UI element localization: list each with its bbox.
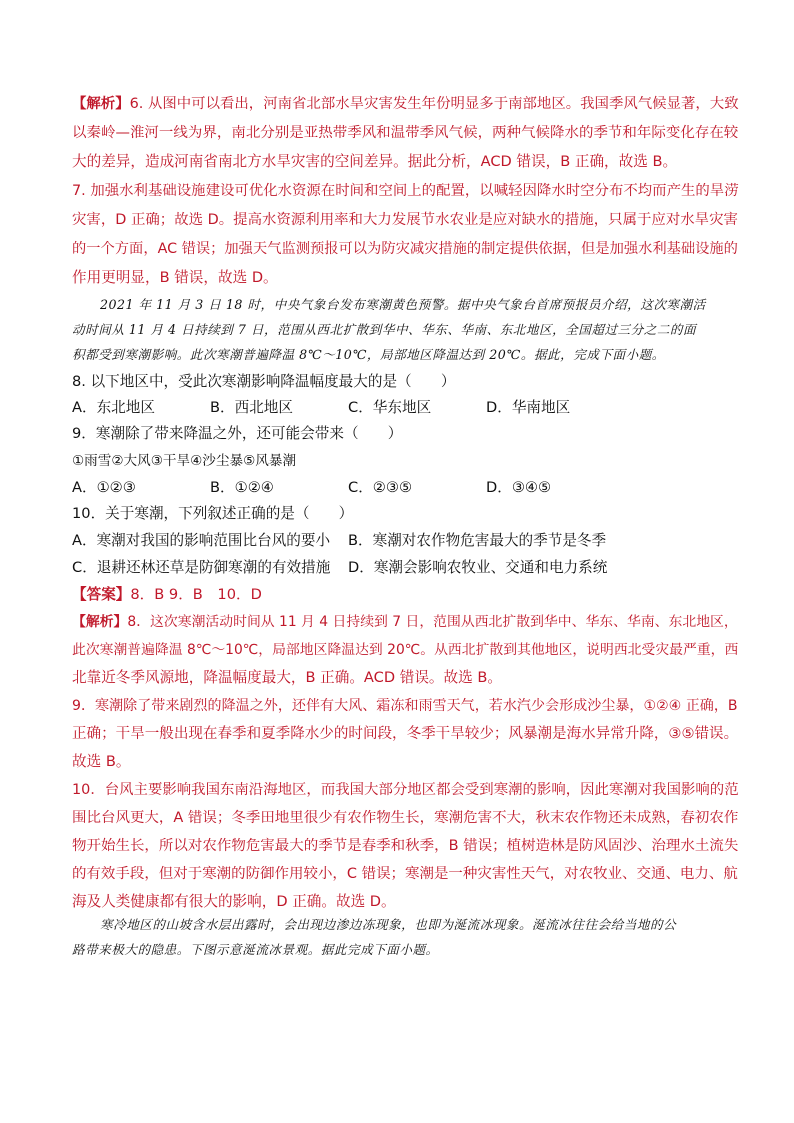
analysis-q7-line-1: 7. 加强水利基础设施建设可优化水资源在时间和空间上的配置，以喊轻因降水时空分布不均而产生的旱涝 [72,183,739,199]
analysis-q9-line-2: 正确；干旱一般出现在春季和夏季降水少的时间段，冬季干旱较少；风暴潮是海水异常升降，③⑤错误。 [72,725,739,742]
analysis-q6-line-3: 大的差异，造成河南省南北方水旱灾害的空间差异。据此分析，ACD 错误，B 正确，故选 B。 [72,153,678,170]
analysis-q6-line-1: 【解析】6. 从图中可以看出，河南省北部水旱灾害发生年份明显多于南部地区。我国季风气候显著，大致 [72,96,739,112]
analysis-q10-line-1: 10．台风主要影响我国东南沿海地区，而我国大部分地区都会受到寒潮的影响，因此寒潮对我国影响的范 [72,782,739,798]
analysis-q8-line-2: 此次寒潮普遍降温 8℃～10℃，局部地区降温达到 20℃。从西北扩散到其他地区，说明西北受灾最严重，西 [72,642,739,658]
question-9-option-d: D．③④⑤ [486,479,552,496]
question-10-stem: 10．关于寒潮，下列叙述正确的是（ ） [72,505,354,522]
answer-tag: 【答案】 [72,586,131,603]
question-8-option-b: B．西北地区 [210,399,293,416]
passage-cold-wave-line-1: 2021 年 11 月 3 日 18 时，中央气象台发布寒潮黄色预警。据中央气象台首席预报员介绍，这次寒潮活 [100,297,706,312]
passage-cold-wave-line-2: 动时间从 11 月 4 日持续到 7 日，范围从西北扩散到华中、华东、华南、东北地区，全国超过三分之二的面 [72,322,697,337]
analysis-q10-line-2: 围比台风更大，A 错误；冬季田地里很少有农作物生长，寒潮危害不大，秋末农作物还未成熟，春初农作 [72,810,739,826]
question-10-option-b: B．寒潮对农作物危害最大的季节是冬季 [348,532,607,549]
analysis-q6-line-2: 以秦岭—淮河一线为界，南北分别是亚热带季风和温带季风气候，两种气候降水的季节和年际变化存在较 [72,125,739,141]
question-9-stem: 9．寒潮除了带来降温之外，还可能会带来（ ） [72,425,403,442]
question-10-option-c: C．退耕还林还草是防御寒潮的有效措施 [72,559,331,576]
analysis-q8-line-3: 北靠近冬季风源地，降温幅度最大，B 正确。ACD 错误。故选 B。 [72,669,502,686]
question-8-option-d: D．华南地区 [486,399,571,416]
analysis-q10-line-3: 物开始生长，所以对农作物危害最大的季节是春季和秋季，B 错误；植树造林是防风固沙、治理水土流失 [72,838,739,854]
question-10-option-d: D．寒潮会影响农牧业、交通和电力系统 [348,559,608,576]
question-9-option-a: A．①②③ [72,479,136,496]
question-10-option-a: A．寒潮对我国的影响范围比台风的要小 [72,532,331,549]
question-8-option-a: A．东北地区 [72,399,155,416]
analysis-q9-line-1: 9．寒潮除了带来剧烈的降温之外，还伴有大风、霜冻和雨雪天气，若水汽少会形成沙尘暴，①②④ 正确，B [72,698,738,714]
question-8-stem: 8. 以下地区中，受此次寒潮影响降温幅度最大的是（ ） [72,373,456,390]
passage-icing-line-1: 寒冷地区的山坡含水层出露时，会出现边渗边冻现象，也即为涎流冰现象。涎流冰往往会给当地的公 [100,917,677,932]
analysis-q10-line-5: 海及人类健康都有很大的影响，D 正确。故选 D。 [72,893,396,910]
analysis-q8-line-1: 【解析】8．这次寒潮活动时间从 11 月 4 日持续到 7 日，范围从西北扩散到华中、华东、华南、东北地区， [72,614,738,630]
analysis-q7-line-2: 灾害，D 正确；故选 D。提高水资源利用率和大力发展节水农业是应对缺水的措施，只属于应对水旱灾害 [72,212,738,228]
passage-icing-line-2: 路带来极大的隐患。下图示意涎流冰景观。据此完成下面小题。 [72,942,439,957]
analysis-q9-line-3: 故选 B。 [72,753,131,770]
answer-line: 【答案】8．B 9．B 10．D [72,586,262,603]
analysis-q7-line-4: 作用更明显，B 错误，故选 D。 [72,269,278,286]
analysis-tag: 【解析】 [72,96,130,112]
passage-cold-wave-line-3: 积都受到寒潮影响。此次寒潮普遍降温 8℃～10℃，局部地区降温达到 20℃。据此，完成下面小题。 [72,347,665,362]
question-9-items: ①雨雪②大风③干旱④沙尘暴⑤风暴潮 [72,453,297,469]
question-9-option-c: C．②③⑤ [348,479,413,496]
question-9-option-b: B．①②④ [210,479,274,496]
analysis-tag-2: 【解析】 [72,614,128,630]
analysis-q10-line-4: 的有效手段，但对于寒潮的防御作用较小，C 错误；寒潮是一种灾害性天气，对农牧业、交通、电力、航 [72,866,738,882]
question-8-option-c: C．华东地区 [348,399,432,416]
analysis-q7-line-3: 的一个方面，AC 错误；加强天气监测预报可以为防灾减灾措施的制定提供依据，但是加强水利基础设施的 [72,241,738,257]
